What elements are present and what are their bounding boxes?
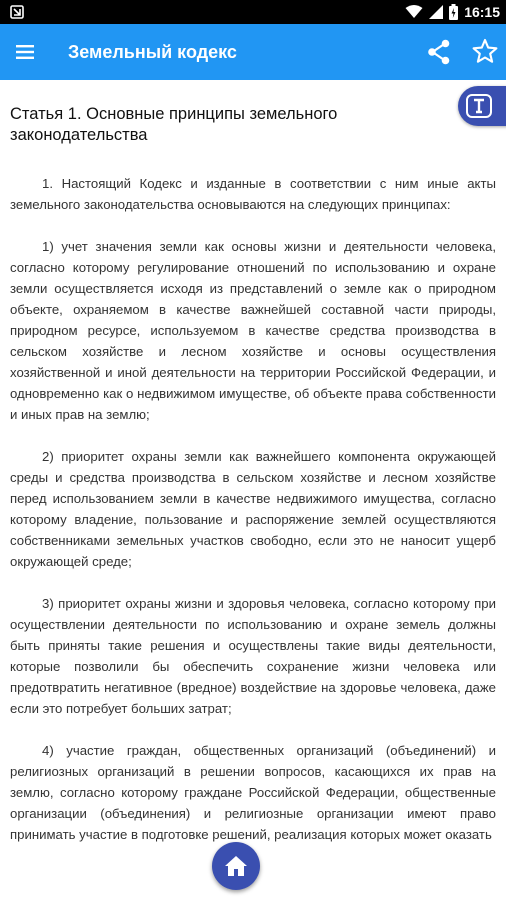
- home-icon: [222, 852, 250, 880]
- article-paragraph: 3) приоритет охраны жизни и здоровья человека, согласно которому при осуществлении деятельности по использованию и охране земель должны быть приняты такие решения и осуществлены такие виды деятельности, которые позволили бы обеспечить сохранение жизни человека или предотвратить негативное (вредное) воздействие на здоровье человека, даже если это потребует больших затрат;: [10, 596, 496, 716]
- app-title: Земельный кодекс: [68, 42, 237, 62]
- app-bar: [0, 24, 506, 80]
- star-icon[interactable]: [472, 38, 498, 64]
- battery-icon: [449, 4, 458, 20]
- status-icons: [405, 0, 500, 24]
- article-paragraph: 1) учет значения земли как основы жизни и деятельности человека, согласно которому регулирование отношений по использованию и охране земли осуществляется исходя из представлений о земле как о природном объекте, охраняемом в качестве важнейшей составной части природы, природном ресурсе, используемом в качестве средства производства в сельском хозяйстве и лесном хозяйстве и основы осуществления хозяйственной и иной деятельности на территории Российской Федерации, и одновременно как о недвижимом имуществе, об объекте права собственности и иных прав на землю;: [10, 239, 496, 422]
- home-button[interactable]: [212, 842, 260, 890]
- wifi-icon: [405, 5, 423, 19]
- article-title: Статья 1. Основные принципы земельного законодательства: [10, 105, 338, 144]
- article-body: [10, 173, 496, 866]
- article-content[interactable]: [0, 80, 506, 900]
- text-size-button[interactable]: [458, 86, 506, 126]
- article-paragraph: 4) участие граждан, общественных организаций (объединений) и религиозных организаций в решении вопросов, касающихся их прав на землю, согласно которому граждане Российской Федерации, общественные организации (объединения) и религиозные организации имеют право принимать участие в подготовке решений, реализация которых может оказать: [10, 743, 496, 842]
- article-paragraph: 1. Настоящий Кодекс и изданные в соответствии с ним иные акты земельного законодательства основываются на следующих принципах:: [10, 176, 496, 212]
- app-notification-icon: [10, 5, 24, 19]
- article-paragraph: 2) приоритет охраны земли как важнейшего компонента окружающей среды и средства производства в сельском хозяйстве и лесном хозяйстве перед использованием земли в качестве недвижимого имущества, согласно которому владение, пользование и распоряжение землей осуществляются собственниками земельных участков свободно, если это не наносит ущерб окружающей среде;: [10, 449, 496, 569]
- text-size-icon: [466, 94, 492, 118]
- status-bar: [0, 0, 506, 24]
- status-time: 16:15: [464, 4, 500, 20]
- menu-icon[interactable]: [16, 42, 36, 62]
- share-icon[interactable]: [427, 39, 451, 65]
- signal-icon: [429, 5, 443, 19]
